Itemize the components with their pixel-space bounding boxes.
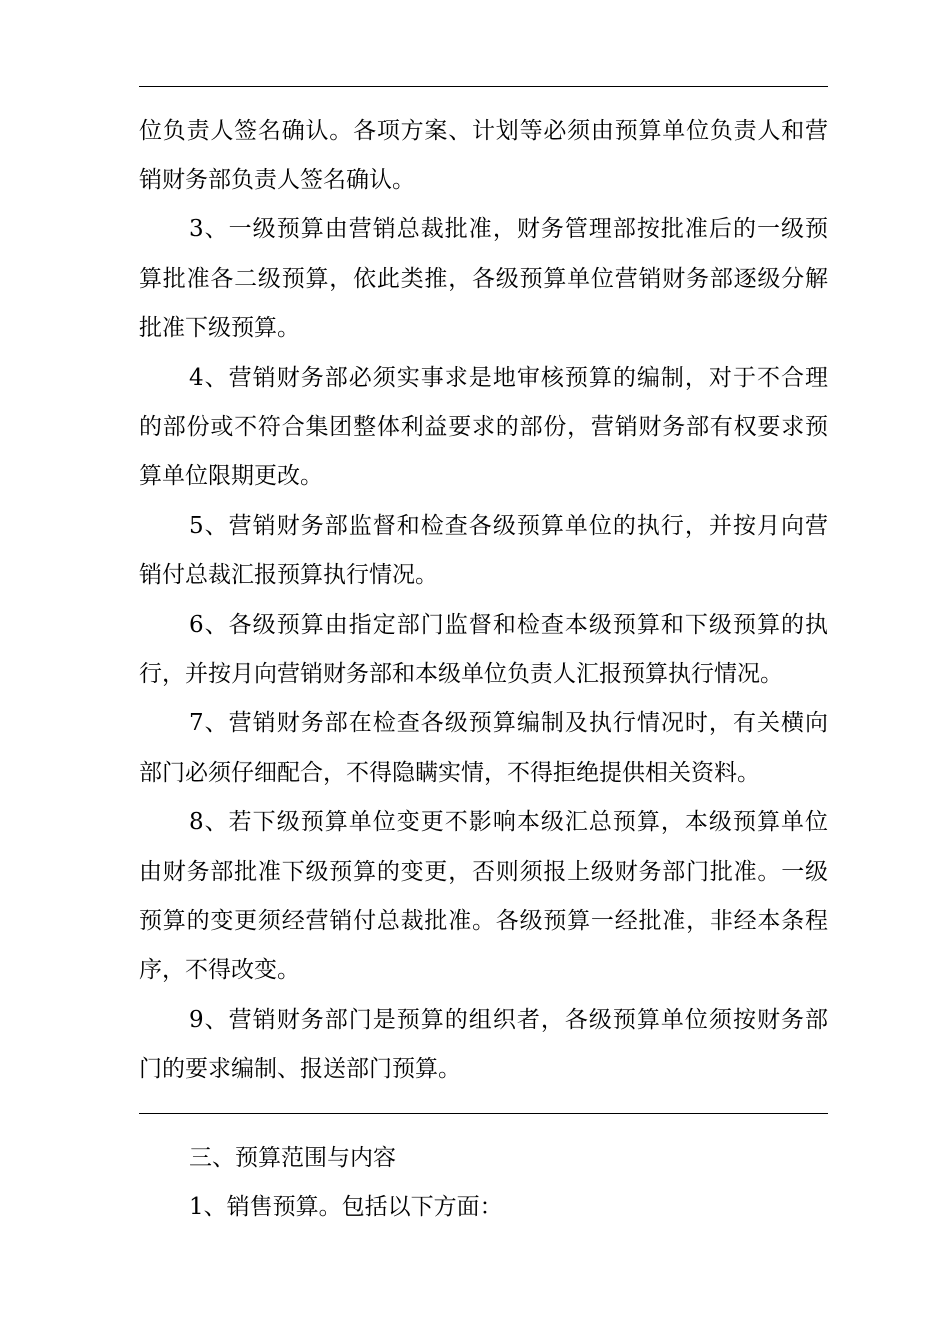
section-item: 1、销售预算。包括以下方面：	[189, 1194, 503, 1220]
top-divider	[139, 86, 828, 87]
paragraph-line: 的部份或不符合集团整体利益要求的部份，营销财务部有权要求预	[139, 414, 828, 440]
paragraph-line: 由财务部批准下级预算的变更，否则须报上级财务部门批准。一级	[139, 859, 828, 885]
paragraph-line: 门的要求编制、报送部门预算。	[139, 1056, 461, 1082]
paragraph-line: 行，并按月向营销财务部和本级单位负责人汇报预算执行情况。	[139, 661, 783, 687]
paragraph-line: 批准下级预算。	[139, 315, 300, 341]
paragraph-line: 8、若下级预算单位变更不影响本级汇总预算，本级预算单位	[189, 809, 828, 835]
paragraph-line: 9、营销财务部门是预算的组织者，各级预算单位须按财务部	[189, 1007, 828, 1033]
paragraph-line: 部门必须仔细配合，不得隐瞒实情，不得拒绝提供相关资料。	[139, 760, 760, 786]
paragraph-line: 算单位限期更改。	[139, 463, 323, 489]
paragraph-line: 销财务部负责人签名确认。	[139, 167, 415, 193]
paragraph-line: 序，不得改变。	[139, 957, 300, 983]
paragraph-line: 6、各级预算由指定部门监督和检查本级预算和下级预算的执	[189, 612, 828, 638]
paragraph-line: 5、营销财务部监督和检查各级预算单位的执行，并按月向营	[189, 513, 828, 539]
section-heading: 三、预算范围与内容	[189, 1145, 396, 1171]
paragraph-line: 4、营销财务部必须实事求是地审核预算的编制，对于不合理	[189, 365, 828, 391]
paragraph-line: 预算的变更须经营销付总裁批准。各级预算一经批准，非经本条程	[139, 908, 828, 934]
paragraph-line: 3、一级预算由营销总裁批准，财务管理部按批准后的一级预	[189, 216, 828, 242]
paragraph-line: 算批准各二级预算，依此类推，各级预算单位营销财务部逐级分解	[139, 266, 828, 292]
paragraph-line: 7、营销财务部在检查各级预算编制及执行情况时，有关横向	[189, 710, 828, 736]
bottom-divider	[139, 1113, 828, 1114]
paragraph-line: 位负责人签名确认。各项方案、计划等必须由预算单位负责人和营	[139, 118, 828, 144]
paragraph-line: 销付总裁汇报预算执行情况。	[139, 562, 438, 588]
